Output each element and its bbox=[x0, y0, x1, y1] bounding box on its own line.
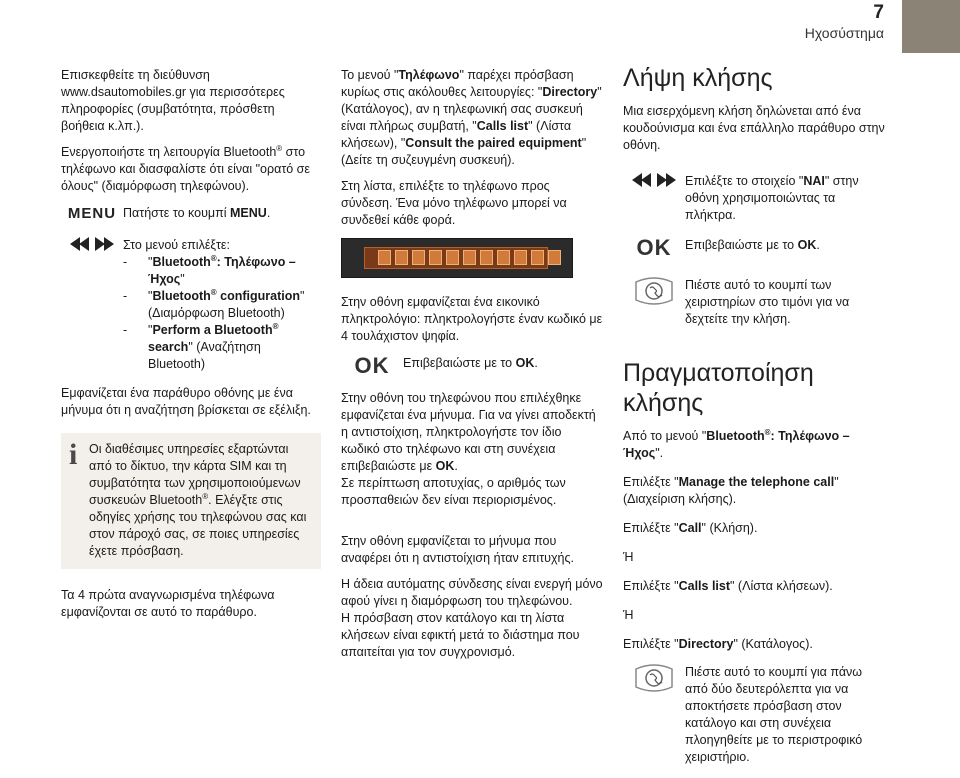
failure-paragraph: Σε περίπτωση αποτυχίας, ο αριθμός των προσπαθειών δεν είναι περιορισμένος. bbox=[341, 476, 566, 507]
select-calls-list-paragraph: Επιλέξτε "Calls list" (Λίστα κλήσεων). bbox=[623, 579, 833, 593]
long-press-text: Πιέστε αυτό το κουμπί για πάνω από δύο δευτερόλεπτα για να αποκτήσετε πρόσβαση στον κατάλογο και στη συνέχεια πλοηγηθείτε με το περιστροφικό χειριστήριο. bbox=[685, 665, 863, 764]
website-paragraph: Επισκεφθείτε τη διεύθυνση www.dsautomobiles.gr για περισσότερες πληροφορίες (συμβατότητα, πρόσθετη βοήθεια κ.λπ.). bbox=[61, 68, 285, 133]
keyboard-key bbox=[429, 250, 442, 265]
steering-control-icon bbox=[632, 663, 676, 693]
keyboard-key bbox=[531, 250, 544, 265]
receive-call-heading: Λήψη κλήσης bbox=[623, 64, 773, 92]
arrow-keys-icon bbox=[70, 236, 114, 252]
list-item: - "Perform a Bluetooth® search" (Αναζήτηση Bluetooth) bbox=[123, 321, 279, 371]
list-item: - "Bluetooth®: Τηλέφωνο – Ήχος" bbox=[123, 253, 296, 286]
menu-button-icon: MENU bbox=[67, 205, 117, 222]
phone-menu-paragraph: Το μενού "Τηλέφωνο" παρέχει πρόσβαση κυρίως στις ακόλουθες λειτουργίες: "Directory" (Κατάλογος), αν η τηλεφωνική σας συσκευή είναι πλήρως συμβατή, "Calls list" (Λίστα κλήσεων), "Consult the paired equipment" (Δείτε τη συζευγμένη συσκευή). bbox=[341, 68, 602, 167]
column-middle bbox=[341, 67, 603, 670]
press-menu-text: Πατήστε το κουμπί MENU. bbox=[123, 206, 271, 220]
select-nai-text: Επιλέξτε το στοιχείο "NAI" στην οθόνη χρησιμοποιώντας τα πλήκτρα. bbox=[685, 174, 859, 222]
keyboard-key bbox=[548, 250, 561, 265]
column-left bbox=[61, 67, 321, 630]
steering-control-icon bbox=[632, 276, 676, 306]
info-text: Οι διαθέσιμες υπηρεσίες εξαρτώνται από το δίκτυο, την κάρτα SIM και τη συμβατότητα των χρησιμοποιούμενων συσκευών Bluetooth®. Ελέγξτε στις οδηγίες χρήσης του τηλεφώνου σας και στον πάροχό σας, σε ποιες υπηρεσίες έχετε πρόσβαση. bbox=[89, 442, 307, 558]
sync-paragraph: Η πρόσβαση στον κατάλογο και τη λίστα κλήσεων είναι εφικτή μετά το διάστημα που απαιτείται για τον συγχρονισμό. bbox=[341, 611, 580, 659]
arrow-keys-icon bbox=[632, 172, 676, 188]
phone-message-paragraph: Στην οθόνη του τηλεφώνου που επιλέχθηκε εμφανίζεται ένα μήνυμα. Για να γίνει αποδεκτή η αντιστοίχιση, πληκτρολογήστε τον ίδιο κωδικό στο τηλέφωνο και στη συνέχεια επιβεβαιώστε με OK. bbox=[341, 391, 596, 473]
keyboard-key bbox=[480, 250, 493, 265]
keyboard-key bbox=[446, 250, 459, 265]
keyboard-keys bbox=[378, 250, 561, 265]
keyboard-key bbox=[514, 250, 527, 265]
select-phone-paragraph: Στη λίστα, επιλέξτε το τηλέφωνο προς σύνδεση. Ένα μόνο τηλέφωνο μπορεί να συνδεθεί κάθε φορά. bbox=[341, 179, 567, 227]
select-call-paragraph: Επιλέξτε "Call" (Κλήση). bbox=[623, 521, 758, 535]
menu-step bbox=[61, 204, 321, 224]
or-separator: Ή bbox=[623, 550, 634, 564]
chapter-title: Ηχοσύστημα bbox=[804, 25, 884, 41]
virtual-keyboard-paragraph: Στην οθόνη εμφανίζεται ένα εικονικό πληκτρολόγιο: πληκτρολογήστε έναν κωδικό με 4 τουλάχιστον ψηφία. bbox=[341, 295, 603, 343]
steering-step bbox=[623, 276, 888, 328]
make-call-heading: Πραγματοποίηση κλήσης bbox=[623, 359, 814, 417]
list-item: - "Bluetooth® configuration" (Διαμόρφωση Bluetooth) bbox=[123, 287, 305, 320]
keyboard-key bbox=[378, 250, 391, 265]
keyboard-key bbox=[497, 250, 510, 265]
keyboard-key bbox=[463, 250, 476, 265]
virtual-keyboard-screen bbox=[341, 238, 573, 278]
ok-button-icon: OK bbox=[636, 235, 672, 260]
menu-options-list bbox=[123, 254, 321, 373]
auto-connect-paragraph: Η άδεια αυτόματης σύνδεσης είναι ενεργή μόνο αφού γίνει η διαμόρφωση του τηλεφώνου. bbox=[341, 577, 603, 608]
ok-step bbox=[341, 354, 603, 378]
ok-button-icon: OK bbox=[354, 353, 390, 378]
confirm-ok-text: Επιβεβαιώστε με το OK. bbox=[685, 238, 820, 252]
page-number: 7 bbox=[873, 2, 884, 23]
search-progress-paragraph: Εμφανίζεται ένα παράθυρο οθόνης με ένα μήνυμα ότι η αναζήτηση βρίσκεται σε εξέλιξη. bbox=[61, 386, 311, 417]
page-tab bbox=[902, 0, 960, 53]
info-box bbox=[61, 433, 321, 569]
incoming-call-paragraph: Μια εισερχόμενη κλήση δηλώνεται από ένα κουδούνισμα και ένα επάλληλο παράθυρο στην οθόνη. bbox=[623, 104, 885, 152]
ok-step bbox=[623, 236, 888, 260]
confirm-ok-text: Επιβεβαιώστε με το OK. bbox=[403, 356, 538, 370]
select-manage-paragraph: Επιλέξτε "Manage the telephone call" (Διαχείριση κλήσης). bbox=[623, 475, 839, 506]
info-icon: i bbox=[69, 438, 78, 471]
activate-bluetooth-paragraph: Ενεργοποιήστε τη λειτουργία Bluetooth® στο τηλέφωνο και διασφαλίστε ότι είναι "ορατό σε όλους" (διαμόρφωση τηλεφώνου). bbox=[61, 143, 310, 193]
select-directory-paragraph: Επιλέξτε "Directory" (Κατάλογος). bbox=[623, 637, 813, 651]
select-nai-step bbox=[623, 172, 888, 224]
success-paragraph: Στην οθόνη εμφανίζεται το μήνυμα που αναφέρει ότι η αντιστοίχιση ήταν επιτυχής. bbox=[341, 534, 574, 565]
keyboard-key bbox=[395, 250, 408, 265]
select-intro: Στο μενού επιλέξτε: bbox=[123, 238, 230, 252]
from-menu-paragraph: Από το μενού "Bluetooth®: Τηλέφωνο – Ήχος". bbox=[623, 427, 850, 460]
keyboard-key bbox=[412, 250, 425, 265]
column-right bbox=[623, 63, 888, 778]
first-phones-paragraph: Τα 4 πρώτα αναγνωρισμένα τηλέφωνα εμφανίζονται σε αυτό το παράθυρο. bbox=[61, 588, 275, 619]
select-step bbox=[61, 236, 321, 373]
press-steering-text: Πιέστε αυτό το κουμπί των χειριστηρίων στο τιμόνι για να δεχτείτε την κλήση. bbox=[685, 278, 850, 326]
long-press-step bbox=[623, 663, 888, 766]
or-separator: Ή bbox=[623, 608, 634, 622]
